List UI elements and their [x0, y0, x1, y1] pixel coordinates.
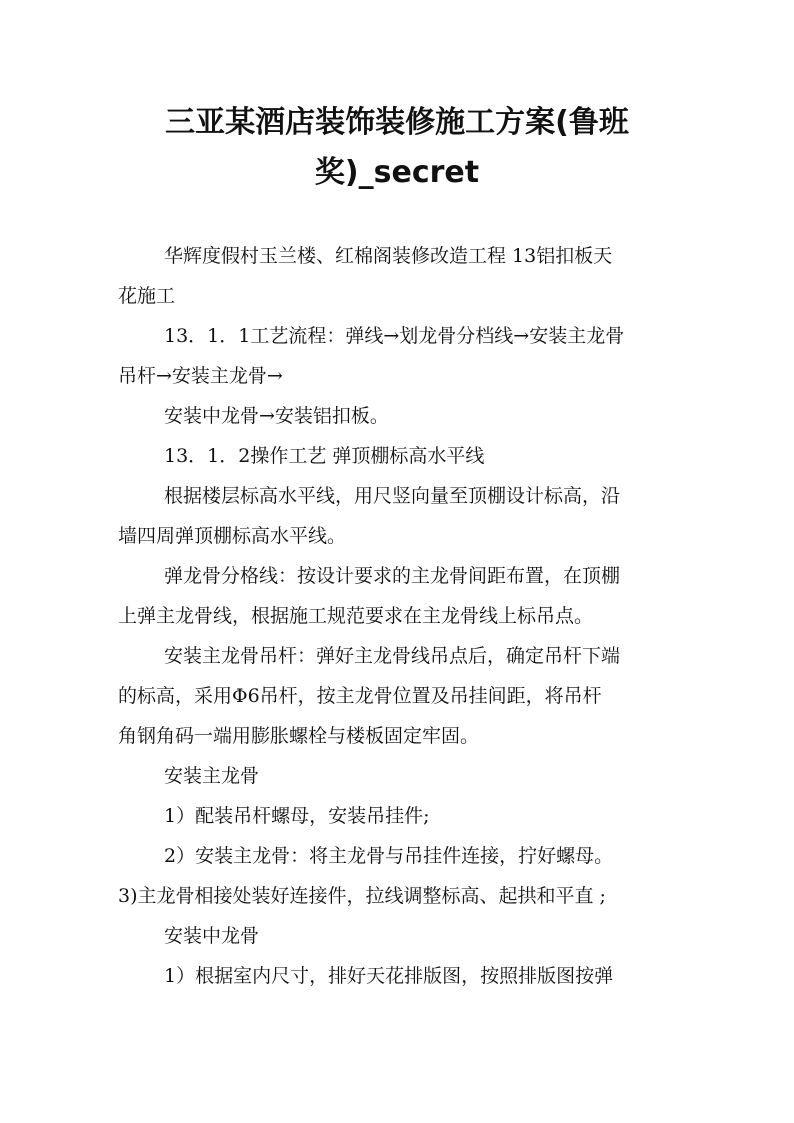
paragraph-line: 墙四周弹顶棚标高水平线。	[118, 525, 347, 547]
paragraph-line: 的标高，采用Φ6吊杆，按主龙骨位置及吊挂间距，将吊杆	[118, 685, 602, 707]
paragraph-line: 安装主龙骨吊杆：弹好主龙骨线吊点后，确定吊杆下端	[164, 645, 621, 667]
paragraph-line: 弹龙骨分格线：按设计要求的主龙骨间距布置，在顶棚	[164, 565, 621, 587]
paragraph-line: 花施工	[118, 285, 176, 307]
title-line-2: 奖)_secret	[314, 155, 480, 190]
paragraph-line: 1）根据室内尺寸，排好天花排版图，按照排版图按弹	[164, 965, 614, 987]
paragraph-line: 上弹主龙骨线，根据施工规范要求在主龙骨线上标吊点。	[118, 605, 594, 627]
paragraph-line: 吊杆→安装主龙骨→	[118, 365, 283, 387]
document-body	[118, 236, 678, 996]
paragraph-line: 1）配装吊杆螺母，安装吊挂件;	[164, 805, 430, 827]
paragraph-line: 安装中龙骨	[164, 925, 260, 947]
document-title	[120, 98, 674, 198]
paragraph-line: 华辉度假村玉兰楼、红棉阁装修改造工程 13铝扣板天	[164, 245, 613, 267]
paragraph-line: 根据楼层标高水平线，用尺竖向量至顶棚设计标高，沿	[164, 485, 621, 507]
paragraph-line: 安装主龙骨	[164, 765, 260, 787]
paragraph-line: 安装中龙骨→安装铝扣板。	[164, 405, 389, 427]
paragraph-line: 13．1．2操作工艺 弹顶棚标高水平线	[164, 445, 485, 467]
title-line-1: 三亚某酒店装饰装修施工方案(鲁班	[165, 105, 629, 140]
paragraph-line: 3)主龙骨相接处装好连接件，拉线调整标高、起拱和平直 ;	[118, 885, 606, 907]
paragraph-line: 13．1．1工艺流程：弹线→划龙骨分档线→安装主龙骨	[164, 325, 625, 347]
paragraph-line: 角钢角码一端用膨胀螺栓与楼板固定牢固。	[118, 725, 480, 747]
paragraph-line: 2）安装主龙骨：将主龙骨与吊挂件连接，拧好螺母。	[164, 845, 614, 867]
